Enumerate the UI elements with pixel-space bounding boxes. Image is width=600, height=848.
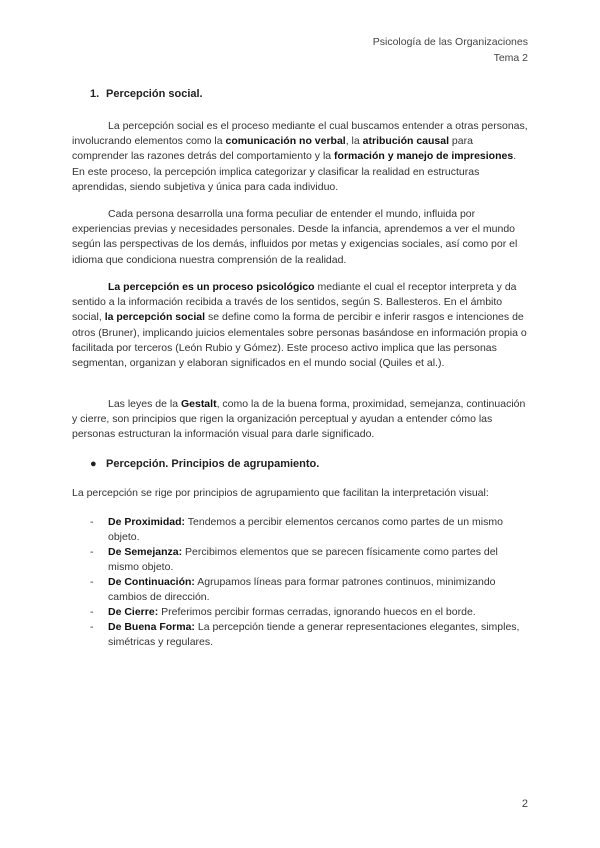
principle-description: Agrupamos líneas para formar patrones continuos, minimizando cambios de dirección. xyxy=(108,576,496,603)
paragraph-3 xyxy=(72,280,530,371)
principle-term: De Proximidad: xyxy=(108,516,186,528)
section-title: Percepción social. xyxy=(106,88,203,100)
paragraph-text: se define como la forma de percibir e inferir rasgos e intenciones de otros (Bruner), implicando juicios elementales sobre personas basándose en información propia o facilitada por terceros (León Rubio y Gómez). Este proceso activo implica que las personas segmentan, organizan y elaboran significados en el mundo social (Quiles et al.). xyxy=(72,311,527,370)
principles-list xyxy=(90,515,530,650)
principle-term: De Semejanza: xyxy=(108,546,183,558)
bullet-dot-icon: ● xyxy=(90,458,97,470)
list-item xyxy=(90,515,530,545)
bold-term: formación y manejo de impresiones xyxy=(334,150,514,163)
bold-term: Gestalt xyxy=(180,398,217,410)
principles-intro: La percepción se rige por principios de agrupamiento que facilitan la interpretación visual: xyxy=(72,487,489,499)
paragraph-text: mediante el cual el receptor interpreta y da sentido a la información recibida a través de los sentidos, según S. Ballesteros. En el ámbito social, xyxy=(72,281,517,324)
principle-term: De Cierre: xyxy=(108,606,159,618)
bold-term: La percepción es un proceso psicológico xyxy=(108,281,315,293)
header-course-title: Psicología de las Organizaciones xyxy=(372,36,528,48)
dash-icon: - xyxy=(90,606,94,618)
header-topic: Tema 2 xyxy=(493,52,528,64)
dash-icon: - xyxy=(90,576,94,588)
dash-icon: - xyxy=(90,516,94,528)
paragraph-text: Las leyes de la xyxy=(108,398,181,410)
list-item xyxy=(90,575,530,605)
principle-term: De Buena Forma: xyxy=(108,621,195,633)
principle-description: Preferimos percibir formas cerradas, ignorando huecos en el borde. xyxy=(158,606,476,618)
paragraph-text: . En este proceso, la percepción implica categorizar y clasificar la realidad en estructuras aprendidas, siendo subjetiva y única para cada individuo. xyxy=(72,150,517,193)
paragraph-text: , la xyxy=(345,135,363,148)
principle-description: Percibimos elementos que se parecen físicamente como partes del mismo objeto. xyxy=(108,546,498,573)
subsection-title: Percepción. Principios de agrupamiento. xyxy=(106,458,320,470)
bold-term: la percepción social xyxy=(104,311,206,324)
paragraph-1 xyxy=(72,119,530,195)
principle-description: La percepción tiende a generar representaciones elegantes, simples, simétricas y regulares. xyxy=(108,621,520,648)
dash-icon: - xyxy=(90,621,94,633)
paragraph-text: para comprender las razones detrás del comportamiento y la xyxy=(72,135,473,163)
bold-term: comunicación no verbal xyxy=(225,135,346,148)
paragraph-4 xyxy=(72,397,530,443)
dash-icon: - xyxy=(90,546,94,558)
list-item xyxy=(90,605,530,620)
paragraph-text: , como la de la buena forma, proximidad, semejanza, continuación y cierre, son principios que rigen la organización perceptual y ayudan a entender cómo las personas estructuran la información visual para darle significado. xyxy=(72,398,526,441)
section-heading xyxy=(90,88,203,100)
principle-description: Tendemos a percibir elementos cercanos como partes de un mismo objeto. xyxy=(108,516,503,543)
page-header xyxy=(373,34,528,66)
bold-term: atribución causal xyxy=(362,135,450,148)
paragraph-text: La percepción social es el proceso mediante el cual buscamos entender a otras personas, involucrando elementos como la xyxy=(72,120,528,148)
page-number: 2 xyxy=(521,798,528,810)
subsection-heading xyxy=(90,458,319,470)
list-item xyxy=(90,620,530,650)
paragraph-text: Cada persona desarrolla una forma peculiar de entender el mundo, influida por experiencias previas y necesidades personales. Desde la infancia, aprendemos a ver el mundo según las perspectivas de los demás, influidos por metas y exigencias sociales, así como por el idioma que condiciona nuestra comprensión de la realidad. xyxy=(72,208,518,266)
section-number: 1. xyxy=(90,88,100,100)
principle-term: De Continuación: xyxy=(108,576,195,588)
list-item xyxy=(90,545,530,575)
paragraph-2 xyxy=(72,207,530,268)
